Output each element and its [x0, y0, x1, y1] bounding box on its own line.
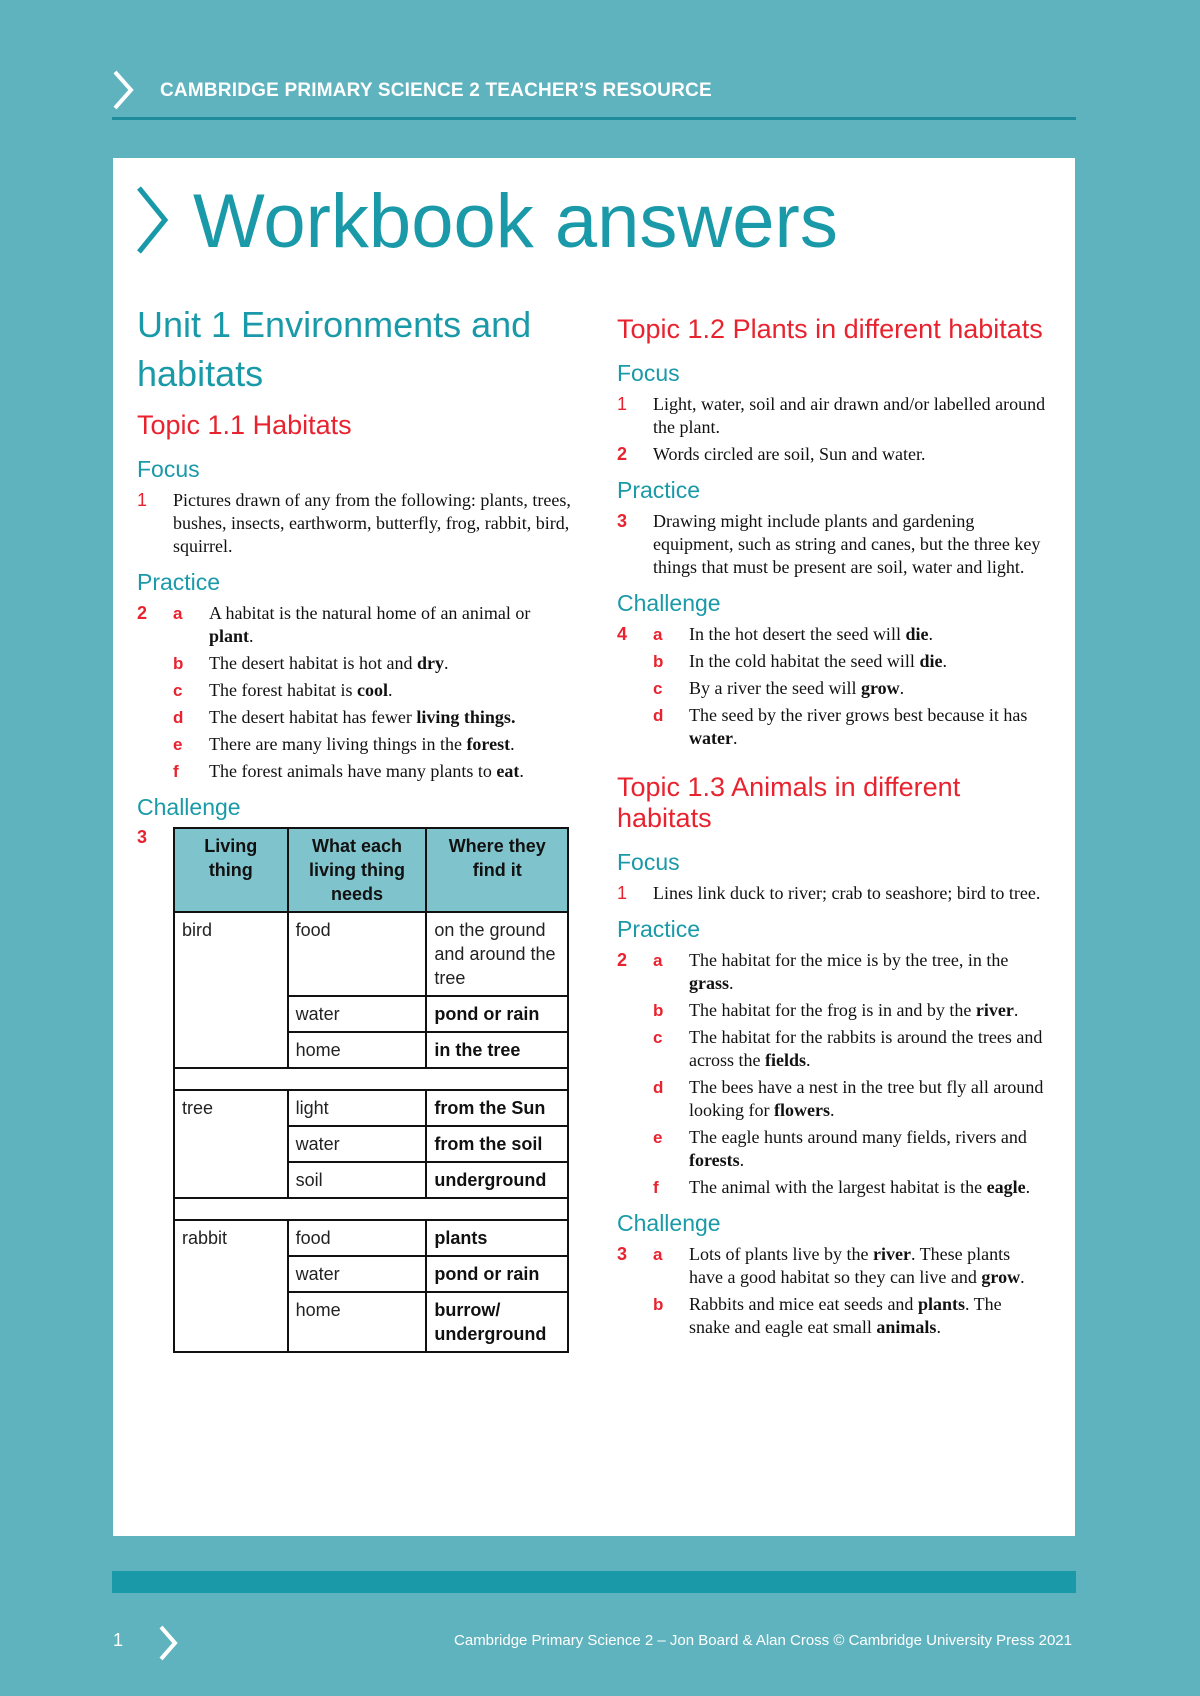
focus-list — [617, 393, 1047, 466]
item-letter: d — [653, 1078, 664, 1097]
right-column — [617, 300, 1047, 1349]
list-item — [137, 706, 577, 729]
question-number: 4 — [617, 624, 628, 644]
item-letter: c — [173, 681, 183, 700]
list-item — [617, 1076, 1047, 1122]
item-letter: a — [173, 604, 183, 623]
table-cell-where: from the soil — [427, 1127, 569, 1163]
list-item — [137, 652, 577, 675]
focus-heading: Focus — [617, 849, 680, 875]
topic-title: Topic 1.2 Plants in different habitats — [617, 314, 1043, 344]
list-item — [617, 650, 1047, 673]
item-letter: f — [653, 1178, 659, 1197]
list-item — [617, 1026, 1047, 1072]
question-number — [617, 1293, 653, 1339]
header-title: CAMBRIDGE PRIMARY SCIENCE 2 TEACHER’S RESOURCE — [160, 80, 712, 101]
table-cell-living-thing: tree — [175, 1091, 289, 1199]
focus-heading: Focus — [137, 456, 200, 482]
answer-text: The habitat for the frog is in and by the river. — [689, 1000, 1019, 1020]
table-cell-need: water — [289, 1257, 428, 1293]
item-letter: b — [653, 652, 664, 671]
answer-text: By a river the seed will grow. — [689, 678, 905, 698]
table-cell-where: burrow/ underground — [427, 1293, 569, 1353]
table-cell-need: home — [289, 1293, 428, 1353]
challenge-heading: Challenge — [617, 1210, 721, 1236]
challenge-list — [617, 623, 1047, 750]
answer-text: The habitat for the mice is by the tree, in the grass. — [689, 950, 1009, 993]
item-letter: d — [173, 708, 184, 727]
answer-text: The habitat for the rabbits is around the trees and across the fields. — [689, 1027, 1043, 1070]
list-item — [617, 882, 1047, 905]
answer-text: The seed by the river grows best because it has water. — [689, 705, 1028, 748]
question-number — [617, 1126, 653, 1172]
chevron-right-icon — [135, 184, 169, 256]
answer-text: Words circled are soil, Sun and water. — [653, 444, 926, 464]
table-cell-living-thing: bird — [175, 913, 289, 1069]
question-number — [617, 677, 653, 700]
challenge-heading: Challenge — [617, 590, 721, 616]
column-header: Living thing — [175, 829, 289, 913]
practice-list — [137, 602, 577, 783]
table-cell-need: light — [289, 1091, 428, 1127]
practice-heading: Practice — [137, 569, 221, 595]
answer-keyword: grow — [981, 1267, 1021, 1287]
answer-keyword: flowers — [774, 1100, 830, 1120]
table-cell-where: from the Sun — [427, 1091, 569, 1127]
table-header-row — [175, 829, 569, 913]
list-item — [617, 949, 1047, 995]
answer-text: Rabbits and mice eat seeds and plants. The snake and eagle eat small animals. — [689, 1294, 1002, 1337]
answer-keyword: river — [975, 1000, 1014, 1020]
table-separator-cell — [175, 1199, 569, 1221]
practice-heading: Practice — [617, 916, 701, 942]
answer-keyword: animals — [876, 1317, 937, 1337]
question-number — [617, 1176, 653, 1199]
focus-heading: Focus — [617, 360, 680, 386]
table-cell-need: soil — [289, 1163, 428, 1199]
answer-keyword: eagle — [986, 1177, 1026, 1197]
answer-text: A habitat is the natural home of an animal or plant. — [209, 603, 531, 646]
table-separator-cell — [175, 1069, 569, 1091]
list-item — [617, 1293, 1047, 1339]
table-cell-where: in the tree — [427, 1033, 569, 1069]
answer-keyword: grow — [860, 678, 900, 698]
table-cell-where: on the ground and around the tree — [427, 913, 569, 997]
answer-text: Pictures drawn of any from the following: plants, trees, bushes, insects, earthworm, butterfly, frog, rabbit, bird, squirrel. — [173, 490, 571, 556]
question-number: 1 — [617, 883, 628, 903]
answer-keyword: die — [905, 624, 929, 644]
page-header — [112, 70, 1076, 120]
topic-title: Topic 1.1 Habitats — [137, 410, 352, 440]
list-item — [617, 623, 1047, 646]
question-number: 2 — [617, 950, 628, 970]
table-cell-living-thing: rabbit — [175, 1221, 289, 1353]
item-letter: d — [653, 706, 664, 725]
question-number: 1 — [137, 490, 148, 510]
answer-text: The desert habitat is hot and dry. — [209, 653, 449, 673]
question-number: 2 — [137, 603, 148, 623]
list-item — [617, 510, 1047, 579]
footer-bar — [112, 1571, 1076, 1593]
list-item — [137, 760, 577, 783]
list-item — [137, 602, 577, 648]
answer-text: There are many living things in the forest. — [209, 734, 515, 754]
list-item — [617, 1126, 1047, 1172]
answer-keyword: water — [689, 728, 733, 748]
answer-text: Light, water, soil and air drawn and/or labelled around the plant. — [653, 394, 1046, 437]
answer-text: Lines link duck to river; crab to seashore; bird to tree. — [653, 883, 1041, 903]
answer-keyword: forests — [689, 1150, 740, 1170]
practice-list — [617, 510, 1047, 579]
item-letter: b — [653, 1001, 664, 1020]
item-letter: a — [653, 1245, 663, 1264]
column-header: What each living thing needs — [289, 829, 428, 913]
practice-heading: Practice — [617, 477, 701, 503]
question-number: 3 — [137, 827, 148, 847]
item-letter: f — [173, 762, 179, 781]
question-number: 3 — [617, 1244, 628, 1264]
item-letter: e — [653, 1128, 663, 1147]
question-number: 1 — [617, 394, 628, 414]
table-cell-need: water — [289, 997, 428, 1033]
challenge-list — [617, 1243, 1047, 1339]
table-row — [175, 913, 569, 997]
list-item — [617, 1176, 1047, 1199]
list-item — [617, 393, 1047, 439]
list-item — [137, 679, 577, 702]
item-letter: b — [173, 654, 184, 673]
page-number: 1 — [113, 1630, 124, 1650]
item-letter: c — [653, 679, 663, 698]
item-letter: a — [653, 951, 663, 970]
page-title-text: Workbook answers — [193, 179, 838, 264]
answer-text: Drawing might include plants and gardening equipment, such as string and canes, but the three key things that must be present are soil, water and light. — [653, 511, 1041, 577]
habitat-table — [173, 827, 569, 1353]
question-number — [617, 1026, 653, 1072]
answer-text: The eagle hunts around many fields, rivers and forests. — [689, 1127, 1027, 1170]
table-row — [175, 1221, 569, 1257]
challenge-table-block — [137, 827, 577, 1353]
item-letter: b — [653, 1295, 664, 1314]
left-column — [137, 300, 577, 1353]
answer-text: Lots of plants live by the river. These plants have a good habitat so they can live and grow. — [689, 1244, 1025, 1287]
table-cell-need: food — [289, 1221, 428, 1257]
table-cell-need: water — [289, 1127, 428, 1163]
question-number — [617, 999, 653, 1022]
question-number — [137, 706, 173, 729]
list-item — [617, 704, 1047, 750]
list-item — [137, 733, 577, 756]
table-cell-where: pond or rain — [427, 997, 569, 1033]
question-number — [137, 760, 173, 783]
item-letter: e — [173, 735, 183, 754]
header-divider — [112, 117, 1076, 120]
answer-text: The animal with the largest habitat is the eagle. — [689, 1177, 1031, 1197]
answer-text: In the hot desert the seed will die. — [689, 624, 933, 644]
table-separator-row — [175, 1199, 569, 1221]
answer-keyword: grass — [689, 973, 729, 993]
list-item — [617, 1243, 1047, 1289]
list-item — [137, 489, 577, 558]
question-number — [617, 1076, 653, 1122]
answer-keyword: living things. — [416, 707, 516, 727]
question-number — [617, 704, 653, 750]
answer-keyword: plants — [917, 1294, 965, 1314]
question-number — [137, 652, 173, 675]
answer-text: The bees have a nest in the tree but fly all around looking for flowers. — [689, 1077, 1044, 1120]
unit-title: Unit 1 Environments and habitats — [137, 304, 532, 394]
list-item — [617, 999, 1047, 1022]
table-cell-where: plants — [427, 1221, 569, 1257]
practice-list — [617, 949, 1047, 1199]
table-cell-where: pond or rain — [427, 1257, 569, 1293]
item-letter: a — [653, 625, 663, 644]
footer-credit: Cambridge Primary Science 2 – Jon Board & Alan Cross © Cambridge University Press 2021 — [454, 1632, 1072, 1649]
answer-keyword: die — [919, 651, 943, 671]
column-header: Where they find it — [427, 829, 569, 913]
focus-list — [137, 489, 577, 558]
table-cell-where: underground — [427, 1163, 569, 1199]
table-cell-need: food — [289, 913, 428, 997]
answer-keyword: plant — [209, 626, 250, 646]
challenge-heading: Challenge — [137, 794, 241, 820]
item-letter: c — [653, 1028, 663, 1047]
table-cell-need: home — [289, 1033, 428, 1069]
answer-text: The forest habitat is cool. — [209, 680, 393, 700]
list-item — [617, 677, 1047, 700]
answer-text: In the cold habitat the seed will die. — [689, 651, 947, 671]
chevron-right-icon — [158, 1625, 178, 1661]
answer-text: The desert habitat has fewer living things. — [209, 707, 516, 727]
answer-keyword: river — [872, 1244, 911, 1264]
answer-keyword: cool — [356, 680, 388, 700]
chevron-right-icon — [112, 70, 134, 110]
question-number: 2 — [617, 444, 628, 464]
answer-keyword: fields — [764, 1050, 806, 1070]
focus-list — [617, 882, 1047, 905]
answer-keyword: forest — [466, 734, 511, 754]
table-separator-row — [175, 1069, 569, 1091]
list-item — [617, 443, 1047, 466]
answer-keyword: eat — [496, 761, 520, 781]
question-number: 3 — [617, 511, 628, 531]
answer-keyword: dry — [416, 653, 444, 673]
question-number — [137, 733, 173, 756]
topic-title: Topic 1.3 Animals in different habitats — [617, 772, 961, 833]
question-number — [137, 679, 173, 702]
question-number — [617, 650, 653, 673]
table-row — [175, 1091, 569, 1127]
answer-text: The forest animals have many plants to eat. — [209, 761, 524, 781]
